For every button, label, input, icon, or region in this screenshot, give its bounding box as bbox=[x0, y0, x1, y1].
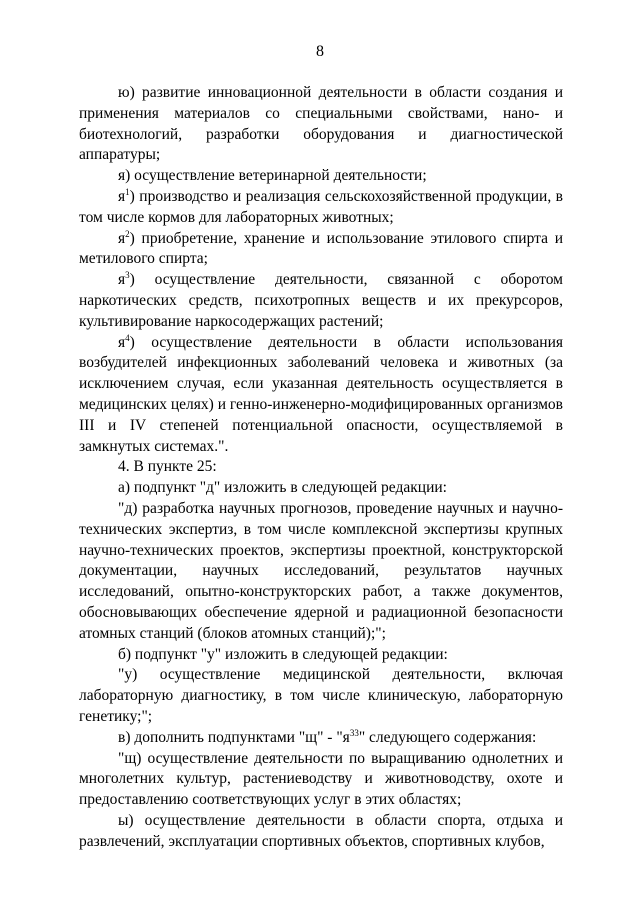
paragraph bbox=[79, 645, 563, 666]
paragraph-text-continued: ) приобретение, хранение и использование этилового спирта и метилового спирта; bbox=[79, 229, 563, 268]
paragraph-text: ы) осуществление деятельности в области спорта, отдыха и развлечений, эксплуатации спортивных объектов, спортивных клубов, bbox=[79, 811, 563, 850]
superscript-index: 33 bbox=[349, 727, 359, 738]
superscript-index: 1 bbox=[125, 186, 130, 197]
paragraph-text-continued: ) осуществление деятельности в области использования возбудителей инфекционных заболеваний человека и животных (за исключением случая, если указанная деятельность осуществляется в медицинских целях) и генно-инженерно-модифицированных организмов III и IV степеней потенциальной опасности, осуществляемой в замкнутых системах.". bbox=[79, 333, 563, 455]
paragraph-text: 4. В пункте 25: bbox=[118, 458, 217, 476]
paragraph-text: я bbox=[118, 271, 126, 289]
paragraph bbox=[79, 333, 563, 458]
paragraph-text: б) подпункт "у" изложить в следующей редакции: bbox=[118, 645, 448, 663]
superscript-index: 3 bbox=[125, 270, 130, 281]
paragraph bbox=[79, 728, 563, 749]
superscript-index: 2 bbox=[125, 228, 130, 239]
paragraph-text: в) дополнить подпунктами "щ" - "я bbox=[118, 728, 350, 746]
paragraph bbox=[79, 457, 563, 478]
paragraph bbox=[79, 187, 563, 229]
paragraph-text: "щ) осуществление деятельности по выращиванию однолетних и многолетних культур, растениеводству и животноводству, охоте и предоставлению соответствующих услуг в этих областях; bbox=[79, 749, 563, 809]
paragraph-text: "у) осуществление медицинской деятельности, включая лабораторную диагностику, в том числе клиническую, лабораторную генетику;"; bbox=[79, 666, 563, 725]
paragraph bbox=[79, 499, 563, 645]
paragraph bbox=[79, 83, 563, 166]
paragraph-text-continued: " следующего содержания: bbox=[358, 728, 537, 746]
paragraph-text-continued: ) осуществление деятельности, связанной с оборотом наркотических средств, психотропных веществ и их прекурсоров, культивирование наркосодержащих растений; bbox=[79, 271, 563, 330]
superscript-index: 4 bbox=[125, 332, 130, 343]
paragraph-text: "д) разработка научных прогнозов, проведение научных и научно-технических экспертиз, в том числе комплексной экспертизы крупных научно-технических проектов, экспертизы проектной, конструкторской документации, научных исследований, результатов научных исследований, опытно-конструкторских работ, а также документов, обосновывающих обеспечение ядерной и радиационной безопасности атомных станций (блоков атомных станций);"; bbox=[79, 499, 563, 642]
paragraph bbox=[79, 229, 563, 271]
paragraph-text: я bbox=[118, 187, 126, 205]
paragraph-text: ю) развитие инновационной деятельности в области создания и применения материалов со специальными свойствами, нано- и биотехнологий, разработки оборудования и диагностической аппаратуры; bbox=[79, 84, 563, 164]
paragraph bbox=[79, 478, 563, 499]
paragraph-text-continued: ) производство и реализация сельскохозяйственной продукции, в том числе кормов для лабораторных животных; bbox=[79, 187, 563, 226]
paragraph bbox=[79, 811, 563, 853]
paragraph-text: я bbox=[118, 333, 126, 351]
page-number: 8 bbox=[316, 43, 324, 60]
paragraph bbox=[79, 270, 563, 332]
paragraph bbox=[79, 166, 563, 187]
paragraph bbox=[79, 665, 563, 727]
paragraph-text: я) осуществление ветеринарной деятельности; bbox=[118, 167, 427, 185]
paragraph bbox=[79, 749, 563, 811]
paragraph-text: а) подпункт "д" изложить в следующей редакции: bbox=[118, 479, 447, 497]
paragraph-text: я bbox=[118, 229, 126, 247]
document-body bbox=[79, 83, 563, 852]
